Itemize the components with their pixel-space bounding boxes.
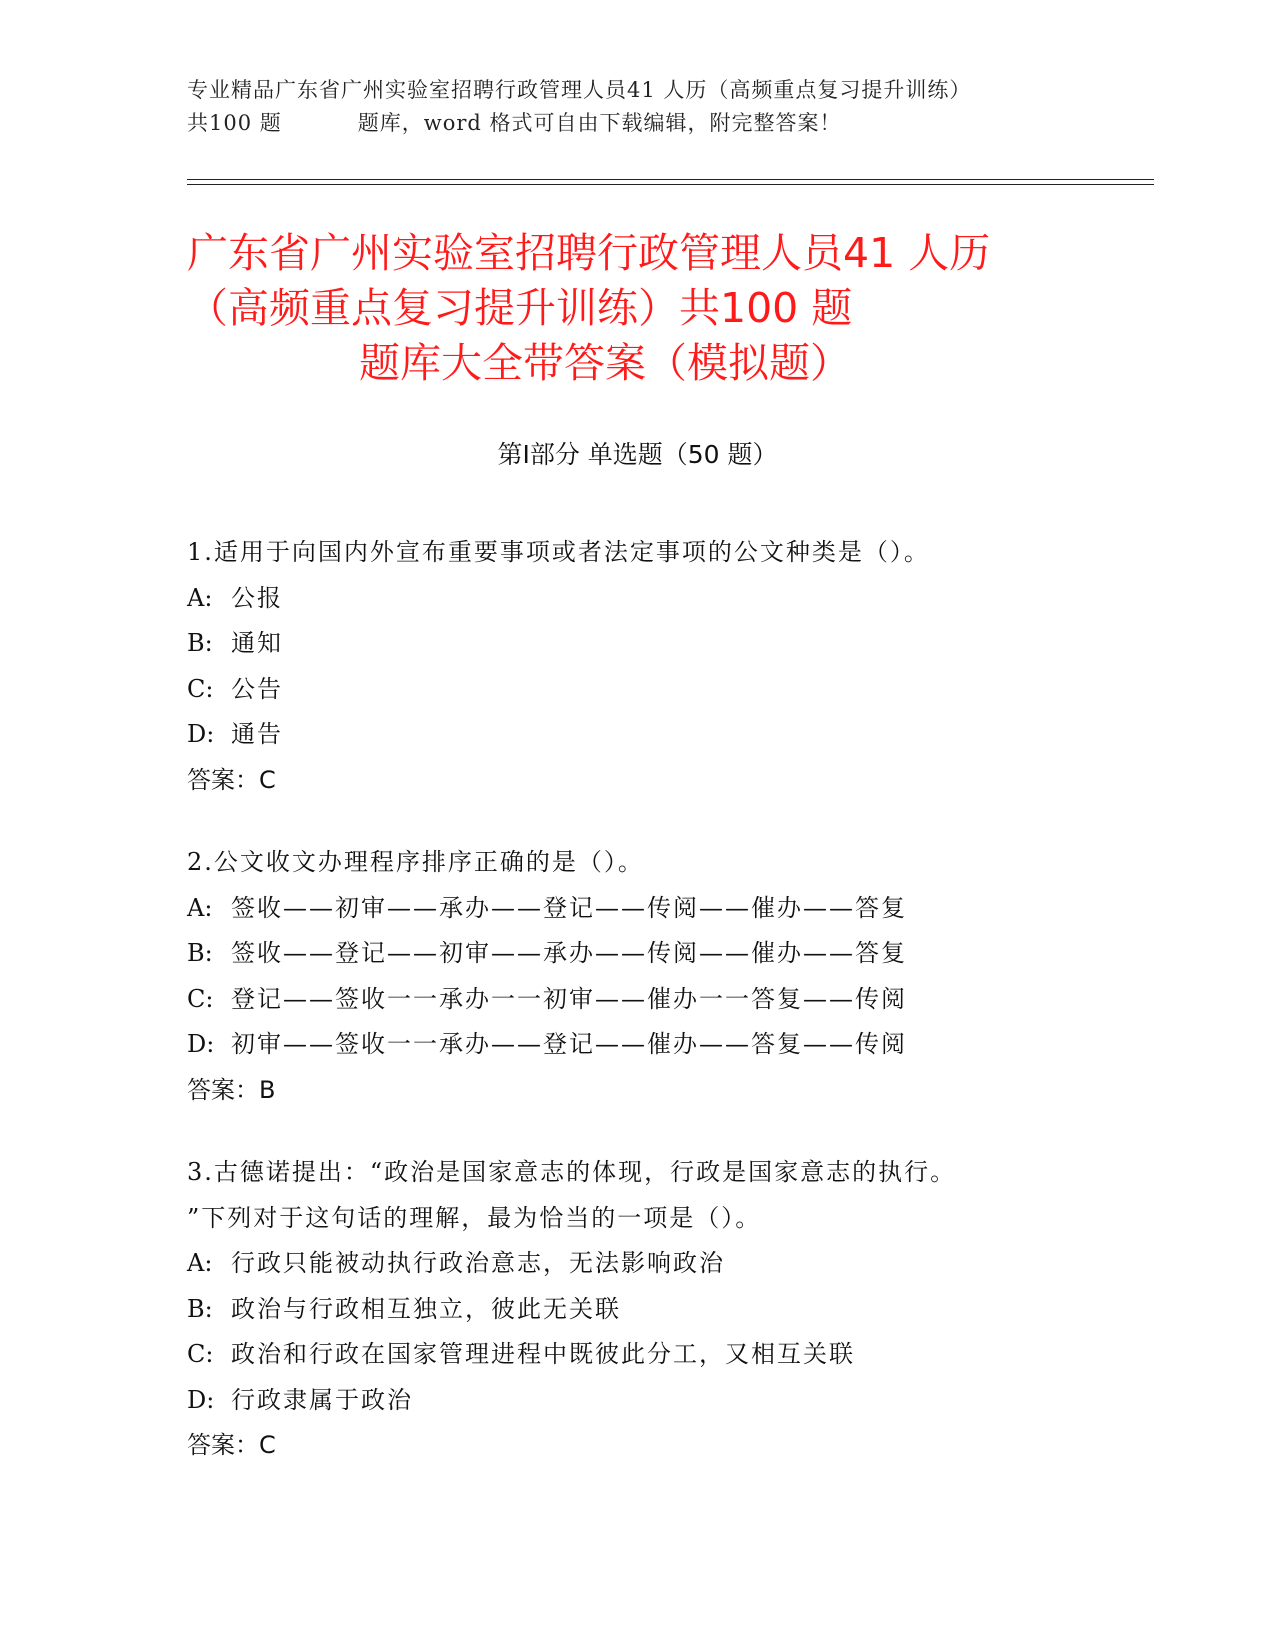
option-key: B: (187, 1294, 213, 1323)
option-key: D: (187, 1385, 215, 1414)
option-a (187, 1241, 1087, 1287)
question-stem: 2.公文收文办理程序排序正确的是（）。 (187, 848, 644, 876)
option-text: 政治与行政相互独立，彼此无关联 (231, 1294, 621, 1323)
option-key: A: (187, 1249, 213, 1277)
option-c (187, 977, 1087, 1023)
option-text: 通知 (231, 629, 283, 657)
question-2 (187, 840, 1087, 1113)
header-question-count: 共100 题 (187, 111, 282, 135)
option-key: A: (187, 893, 213, 922)
option-c (187, 1332, 1087, 1378)
answer: 答案：C (187, 765, 276, 794)
option-text: 登记——签收一一承办一一初审——催办一一答复——传阅 (231, 984, 907, 1013)
question-stem: 3.古德诺提出：“政治是国家意志的体现，行政是国家意志的执行。 (187, 1158, 957, 1186)
header-line-1: 专业精品广东省广州实验室招聘行政管理人员41 人历（高频重点复习提升训练） (187, 78, 972, 102)
option-text: 行政隶属于政治 (231, 1385, 413, 1414)
option-key: C: (187, 1340, 214, 1368)
option-b (187, 931, 1087, 977)
option-key: A: (187, 583, 213, 612)
option-key: C: (187, 674, 214, 703)
option-text: 通告 (231, 720, 283, 748)
option-text: 行政只能被动执行政治意志，无法影响政治 (231, 1249, 725, 1277)
option-b (187, 1287, 1087, 1333)
title-line-2: （高频重点复习提升训练）共100 题 (187, 284, 853, 332)
document-title (187, 226, 1147, 391)
question-stem-continued: ”下列对于这句话的理解，最为恰当的一项是（）。 (187, 1203, 762, 1232)
option-text: 政治和行政在国家管理进程中既彼此分工，又相互关联 (231, 1340, 855, 1368)
option-c (187, 667, 1087, 713)
option-a (187, 886, 1087, 932)
header-description: 题库，word 格式可自由下载编辑，附完整答案！ (357, 111, 842, 135)
option-b (187, 621, 1087, 667)
question-stem: 1.适用于向国内外宣布重要事项或者法定事项的公文种类是（）。 (187, 538, 930, 566)
option-key: B: (187, 939, 213, 967)
option-a (187, 576, 1087, 622)
option-key: C: (187, 984, 214, 1013)
option-text: 公报 (231, 583, 283, 612)
option-d (187, 1378, 1087, 1424)
section-title: 第Ⅰ部分 单选题（50 题） (497, 440, 778, 469)
option-d (187, 1022, 1087, 1068)
question-3 (187, 1150, 1087, 1469)
answer: 答案：B (187, 1075, 276, 1104)
header-line-2 (187, 107, 1087, 140)
title-line-1: 广东省广州实验室招聘行政管理人员41 人历 (187, 229, 991, 277)
title-line-3: 题库大全带答案（模拟题） (359, 339, 851, 387)
header-divider-bottom (187, 184, 1154, 185)
question-list (187, 530, 1087, 1506)
option-text: 签收——登记——初审——承办——传阅——催办——答复 (231, 939, 907, 967)
option-key: D: (187, 1030, 215, 1058)
option-d (187, 712, 1087, 758)
answer: 答案：C (187, 1431, 276, 1459)
question-1 (187, 530, 1087, 803)
header-divider-top (187, 179, 1154, 180)
page-header (187, 74, 1087, 140)
option-key: B: (187, 629, 213, 657)
option-text: 签收——初审——承办——登记——传阅——催办——答复 (231, 893, 907, 922)
option-key: D: (187, 720, 215, 748)
option-text: 公告 (231, 674, 283, 703)
option-text: 初审——签收一一承办——登记——催办——答复——传阅 (231, 1030, 907, 1058)
